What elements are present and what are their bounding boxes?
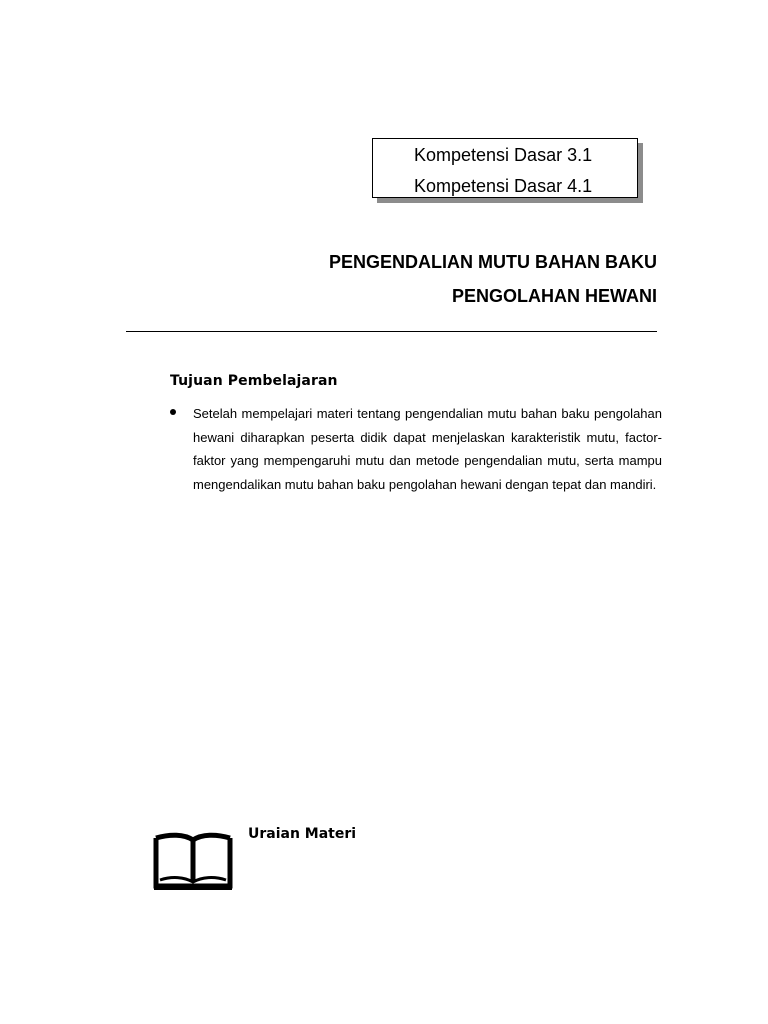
chapter-title-line-1: PENGENDALIAN MUTU BAHAN BAKU xyxy=(329,252,657,272)
kompetensi-dasar-line-2: Kompetensi Dasar 4.1 xyxy=(414,176,593,196)
bullet-icon xyxy=(170,409,176,415)
material-heading: Uraian Materi xyxy=(248,826,357,842)
title-divider xyxy=(126,331,657,332)
objective-bullet-text: Setelah mempelajari materi tentang pengendalian mutu bahan baku pengolahan hewani diharapkan peserta didik dapat menjelaskan karakteristik mutu, factor-faktor yang mempengaruhi mutu dan metode pengendalian mutu, serta mampu mengendalikan mutu bahan baku pengolahan hewani dengan tepat dan mandiri. xyxy=(193,406,662,492)
kompetensi-dasar-box xyxy=(372,138,638,198)
open-book-icon xyxy=(152,832,234,892)
objectives-heading: Tujuan Pembelajaran xyxy=(170,373,338,389)
chapter-title-line-2: PENGOLAHAN HEWANI xyxy=(451,286,657,306)
kompetensi-dasar-line-1: Kompetensi Dasar 3.1 xyxy=(414,145,593,165)
